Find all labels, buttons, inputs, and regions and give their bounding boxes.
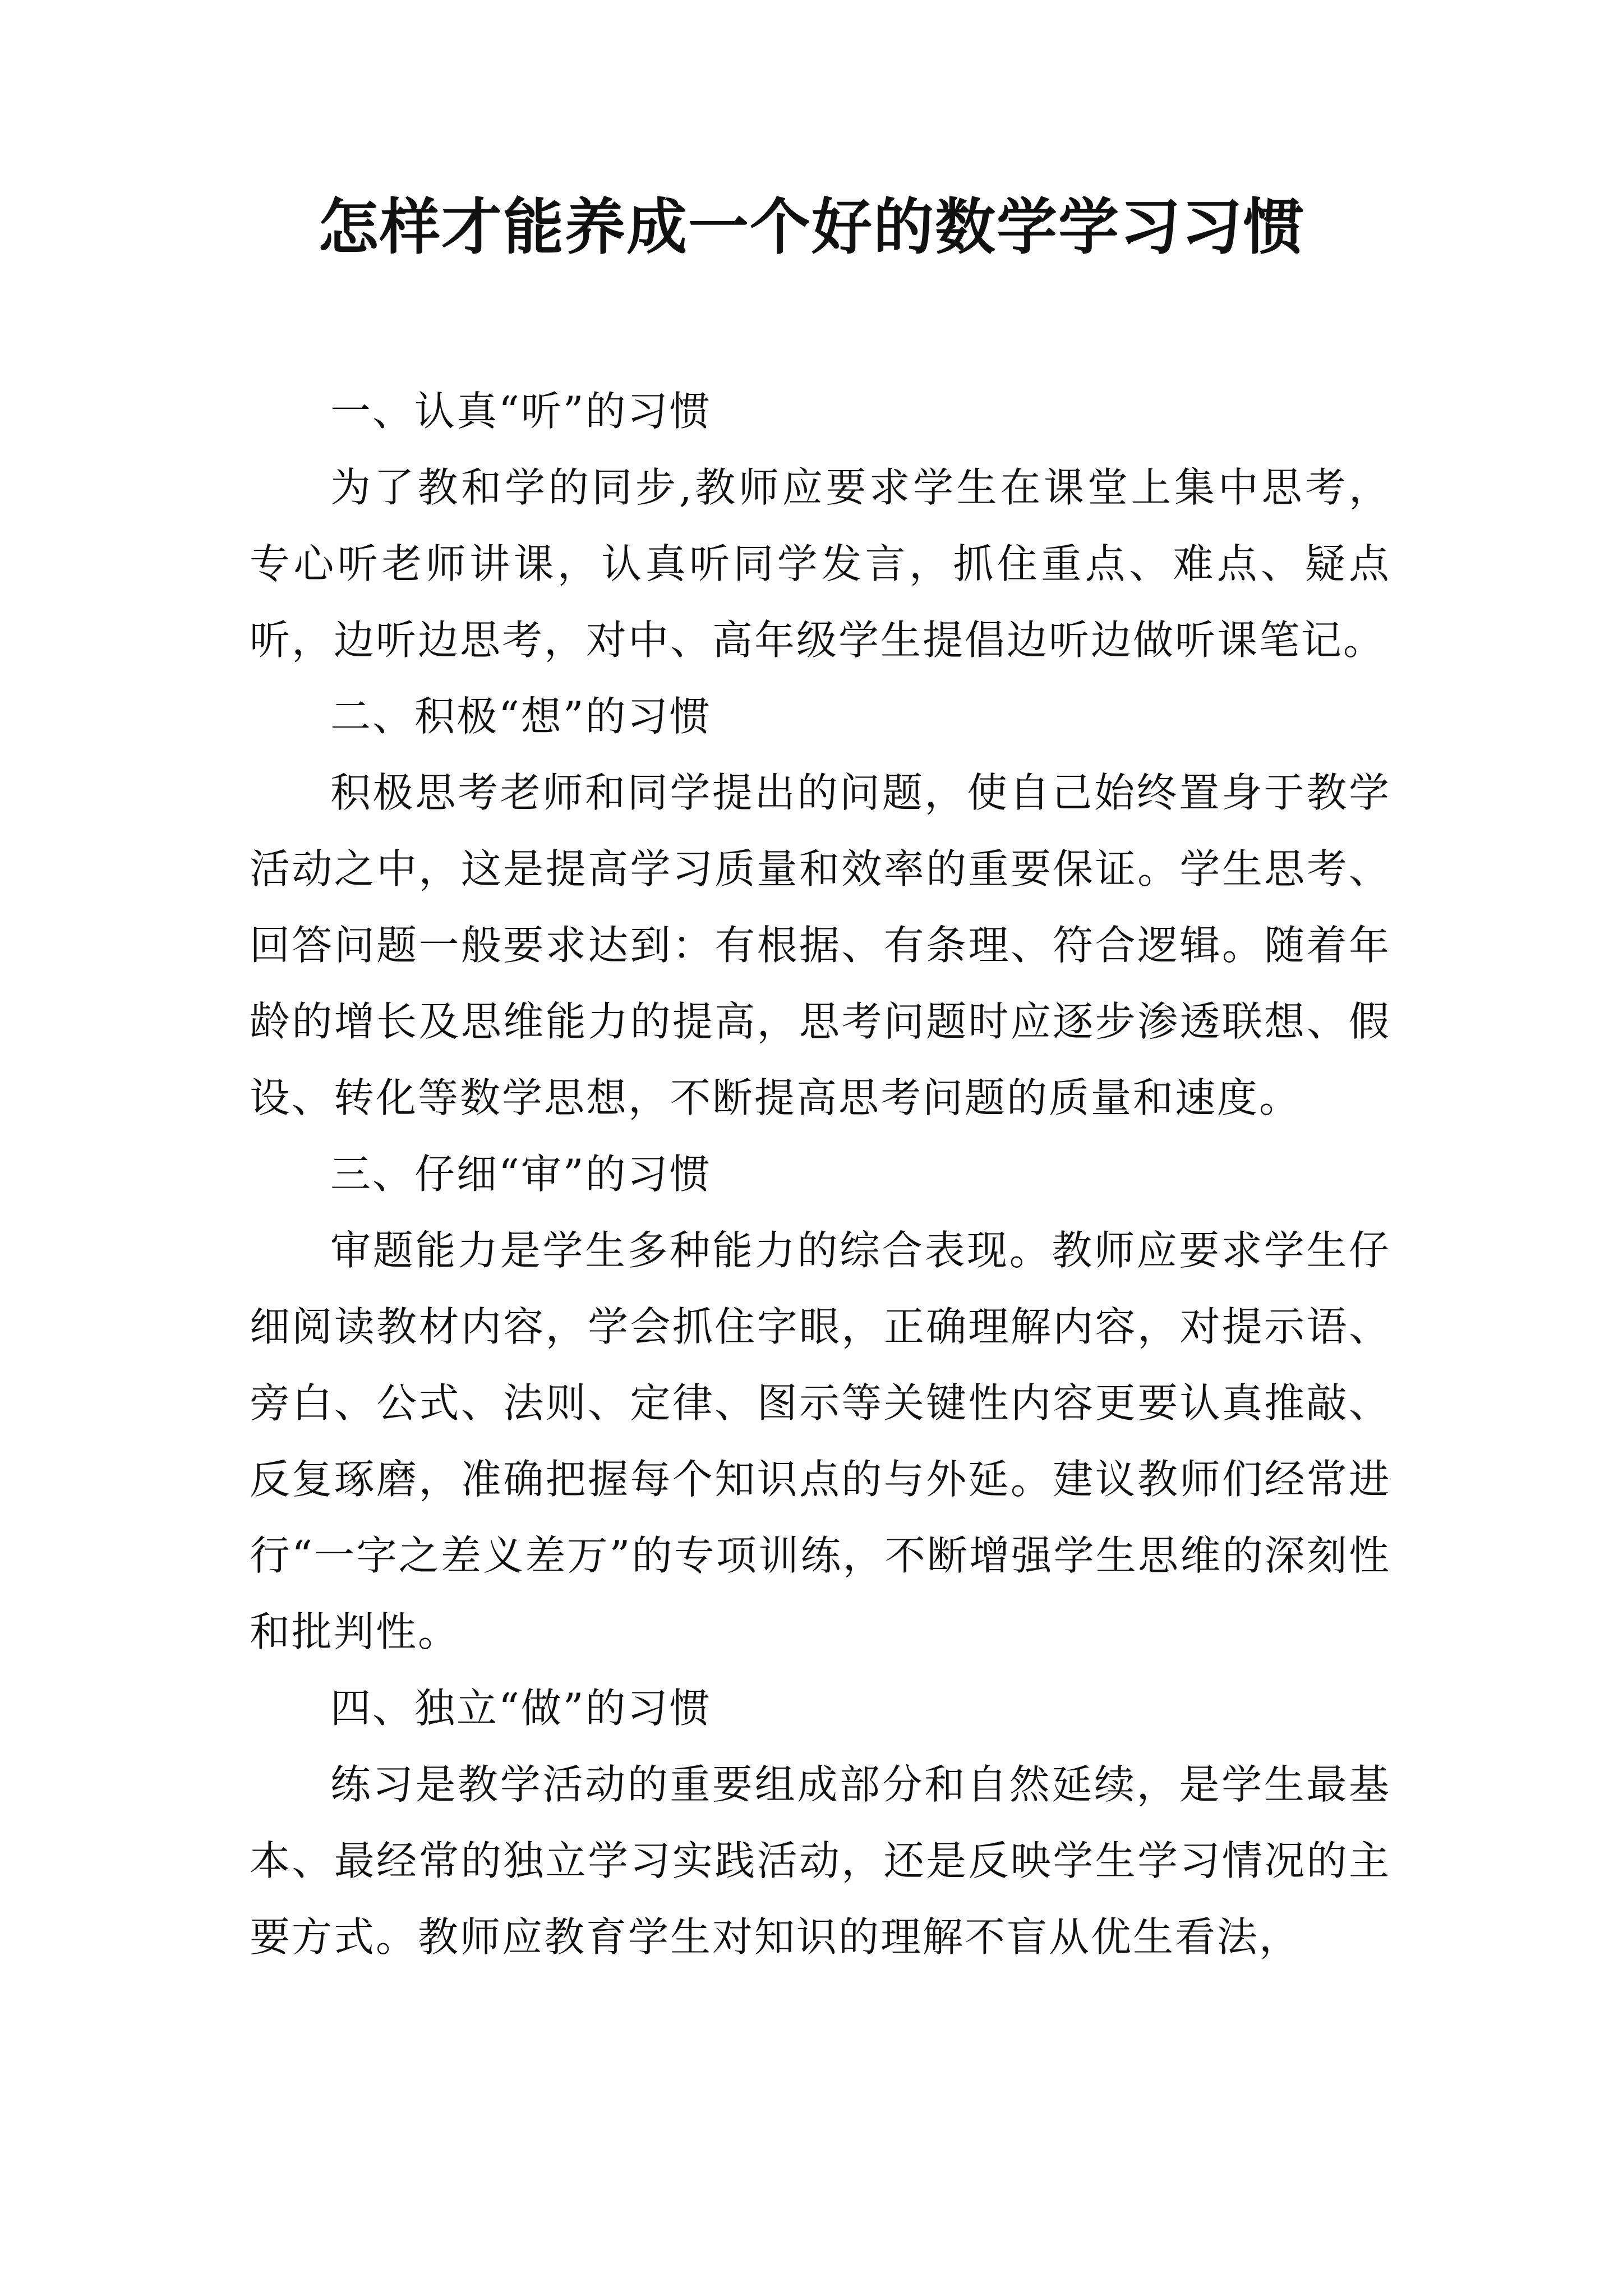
paragraph-listen: 为了教和学的同步,教师应要求学生在课堂上集中思考，专心听老师讲课，认真听同学发言，抓住重点、难点、疑点听，边听边思考，对中、高年级学生提倡边听边做听课笔记。 (250, 464, 1391, 664)
paragraph-review: 审题能力是学生多种能力的综合表现。教师应要求学生仔细阅读教材内容，学会抓住字眼，正确理解内容，对提示语、旁白、公式、法则、定律、图示等关键性内容更要认真推敲、反复琢磨，准确把握每个知识点的与外延。建议教师们经常进行“一字之差义差万”的专项训练，不断增强学生思维的深刻性和批判性。 (250, 1227, 1391, 1655)
document-title: 怎样才能养成一个好的数学学习习惯 (317, 192, 1305, 263)
section-heading-listen: 一、认真“听”的习惯 (330, 388, 712, 435)
section-heading-review: 三、仔细“审”的习惯 (330, 1151, 712, 1198)
document-body (250, 373, 1391, 1975)
paragraph-practice: 练习是教学活动的重要组成部分和自然延续，是学生最基本、最经常的独立学习实践活动，还是反映学生学习情况的主要方式。教师应教育学生对知识的理解不盲从优生看法， (250, 1761, 1391, 1961)
section-heading-think: 二、积极“想”的习惯 (330, 693, 712, 740)
paragraph-think: 积极思考老师和同学提出的问题，使自己始终置身于教学活动之中，这是提高学习质量和效率的重要保证。学生思考、回答问题一般要求达到：有根据、有条理、符合逻辑。随着年龄的增长及思维能力的提高，思考问题时应逐步渗透联想、假设、转化等数学思想，不断提高思考问题的质量和速度。 (250, 769, 1391, 1121)
section-heading-practice: 四、独立“做”的习惯 (330, 1685, 712, 1732)
